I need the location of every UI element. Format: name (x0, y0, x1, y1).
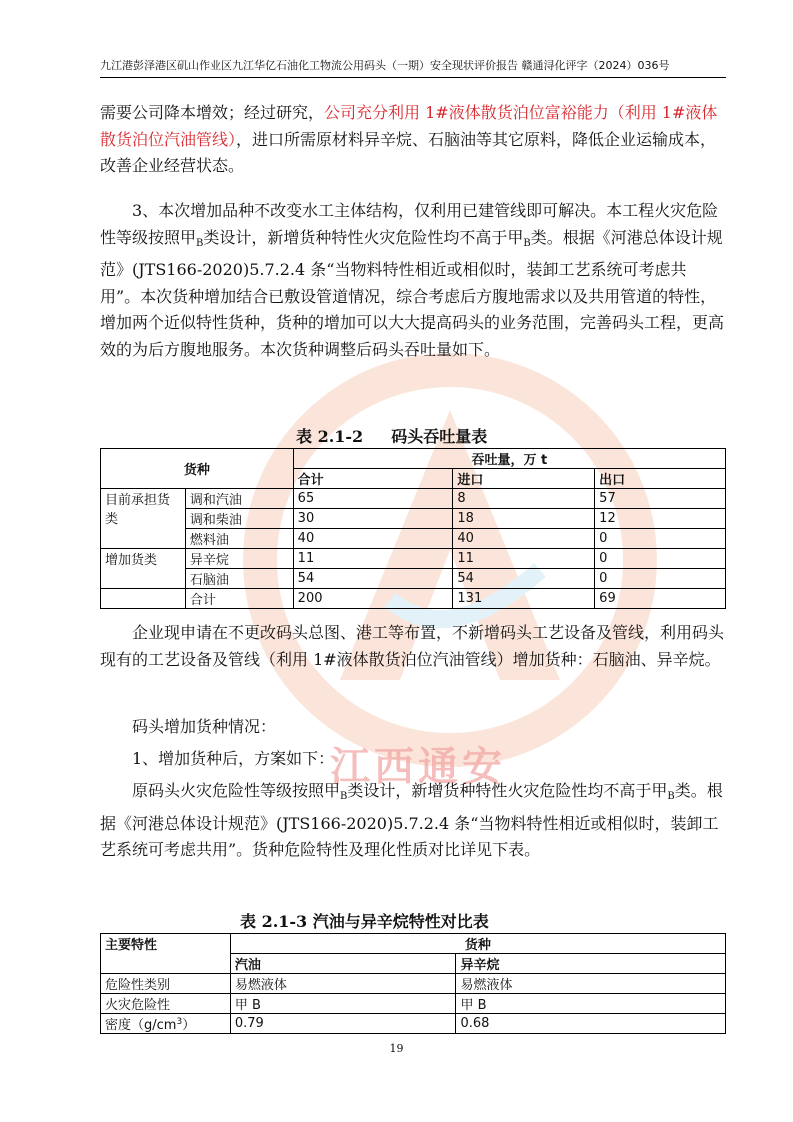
table-row-total: 合计 200 131 69 (101, 589, 726, 609)
table2-caption: 表 2.1-3 汽油与异辛烷特性对比表 (240, 912, 489, 931)
table-row: 增加货类 异辛烷 11 11 0 (101, 549, 726, 569)
paragraph-5: 1、增加货种后，方案如下： (132, 749, 335, 768)
group-current: 目前承担货类 (101, 489, 186, 549)
header-import: 进口 (453, 469, 595, 489)
table-row: 密度$(g/cm^3)$ 0.79 0.68 (101, 1014, 726, 1034)
header-total: 合计 (293, 469, 453, 489)
table-row: 石脑油 54 54 0 (101, 569, 726, 589)
watermark-text: 江西通安 (330, 744, 506, 790)
paragraph-6: 原码头火灾危险性等级按照甲$_B$类设计，新增货种特性火灾危险性均不高于甲$_B$类。根据《河港总体设计规范》(JTS166-2020)5.7.2.4 条“当物料特性相近或相似时，装卸工艺系统可考虑共用”。货种危险特性及理化性质对比详见下表。 (100, 781, 723, 859)
paragraph-4: 码头增加货种情况： (132, 717, 277, 736)
throughput-table (100, 448, 726, 609)
header-throughput: 吞吐量，万 t (293, 449, 725, 469)
header-cargo: 货种 (230, 934, 725, 954)
table-row: 危险性类别 易燃液体 易燃液体 (101, 974, 726, 994)
header-isooctane: 异辛烷 (456, 954, 726, 974)
header-divider (100, 77, 726, 78)
paragraph-3: 企业现申请在不更改码头总图、港工等布置，不新增码头工艺设备及管线，利用码头现有的工艺设备及管线（利用 1#液体散货泊位汽油管线）增加货种：石脑油、异辛烷。 (100, 623, 725, 669)
paragraph-2: 3、本次增加品种不改变水工主体结构，仅利用已建管线即可解决。本工程火灾危险性等级按照甲$_B$类设计，新增货种特性火灾危险性均不高于甲$_B$类。根据《河港总体设计规范》(JTS166-2020)5.7.2.4 条“当物料特性相近或相似时，装卸工艺系统可考虑共用”。本次货种增加结合已敷设管道情况，综合考虑后方腹地需求以及共用管道的特性，增加两个近似特性货种，货种的增加可以大大提高码头的业务范围，完善码头工程，更高效的为后方腹地服务。本次货种调整后码头吞吐量如下。 (100, 201, 725, 359)
page-header: 九江港彭泽港区矶山作业区九江华亿石油化工物流公用码头（一期）安全现状评价报告 赣通浔化评字（2024）036号 (100, 59, 670, 72)
property-comparison-table (100, 933, 726, 1034)
table-row: 火灾危险性 甲 B 甲 B (101, 994, 726, 1014)
header-cargo: 货种 (101, 449, 294, 489)
group-added: 增加货类 (101, 549, 186, 589)
table1-caption: 表 2.1-2 码头吞吐量表 (296, 427, 488, 446)
table-row: 目前承担货类 调和汽油 65 8 57 (101, 489, 726, 509)
table-row: 燃料油 40 40 0 (101, 529, 726, 549)
table-row: 调和柴油 30 18 12 (101, 509, 726, 529)
paragraph-1: 需要公司降本增效；经过研究，公司充分利用 1#液体散货泊位富裕能力（利用 1#液体散货泊位汽油管线），进口所需原材料异辛烷、石脑油等其它原料，降低企业运输成本，改善企业经营状态。 (100, 103, 718, 175)
highlighted-text: 公司充分利用 1#液体散货泊位富裕能力（利用 1#液体散货泊位汽油管线） (100, 103, 718, 149)
page-number: 19 (389, 1042, 404, 1055)
header-export: 出口 (595, 469, 726, 489)
header-main-property: 主要特性 (101, 934, 231, 974)
header-gasoline: 汽油 (230, 954, 456, 974)
